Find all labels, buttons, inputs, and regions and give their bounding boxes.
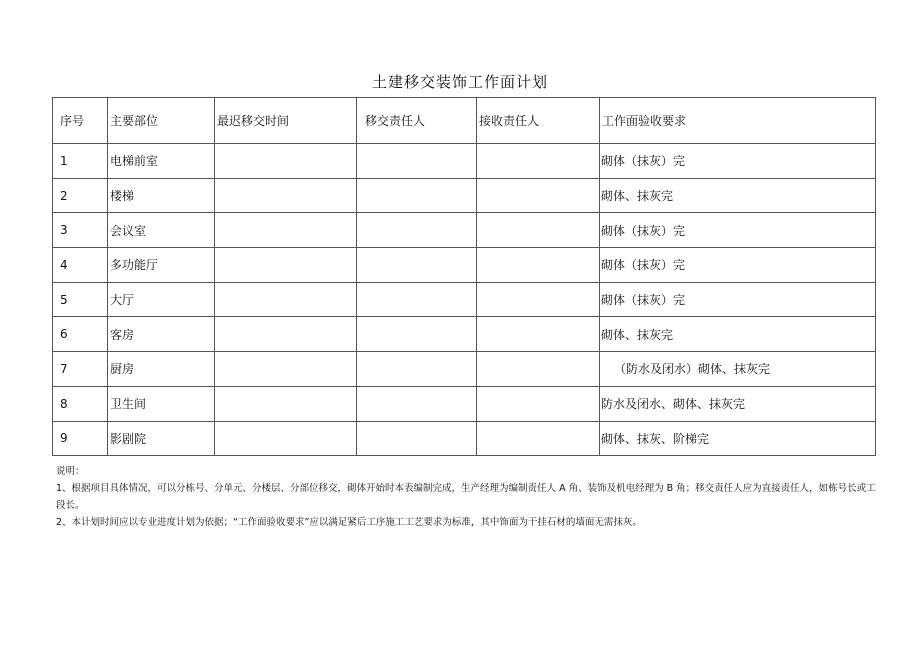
location-cell: 大厅 (108, 282, 215, 317)
handover-plan-table (52, 97, 876, 456)
row-number-cell: 1 (53, 144, 108, 179)
receiver-person-cell (477, 213, 600, 248)
handover-person-cell (357, 213, 477, 248)
location-cell: 楼梯 (108, 178, 215, 213)
table-row (53, 386, 876, 421)
receiver-person-cell (477, 421, 600, 456)
row-number-cell: 7 (53, 352, 108, 387)
table-row (53, 144, 876, 179)
table-row (53, 352, 876, 387)
header-cell-time: 最迟移交时间 (215, 98, 357, 144)
handover-time-cell (215, 178, 357, 213)
handover-person-cell (357, 178, 477, 213)
acceptance-requirement-cell: 砌体（抹灰）完 (600, 282, 876, 317)
row-number-cell: 8 (53, 386, 108, 421)
notes (56, 463, 876, 531)
handover-person-cell (357, 282, 477, 317)
table-row (53, 213, 876, 248)
acceptance-requirement-cell: 砌体、抹灰、阶梯完 (600, 421, 876, 456)
location-cell: 厨房 (108, 352, 215, 387)
handover-time-cell (215, 144, 357, 179)
row-number-cell: 5 (53, 282, 108, 317)
acceptance-requirement-cell: 砌体、抹灰完 (600, 178, 876, 213)
acceptance-requirement-cell: 砌体（抹灰）完 (600, 248, 876, 283)
handover-time-cell (215, 213, 357, 248)
acceptance-requirement-cell: 砌体（抹灰）完 (600, 213, 876, 248)
location-cell: 多功能厅 (108, 248, 215, 283)
receiver-person-cell (477, 282, 600, 317)
handover-time-cell (215, 421, 357, 456)
handover-time-cell (215, 317, 357, 352)
location-cell: 影剧院 (108, 421, 215, 456)
receiver-person-cell (477, 352, 600, 387)
table-row (53, 178, 876, 213)
table-row (53, 421, 876, 456)
note-item: 1、根据项目具体情况，可以分栋号、分单元、分楼层、分部位移交，砌体开始时本表编制完成，生产经理为编制责任人 A 角、装饰及机电经理为 B 角；移交责任人应为直接责任人，如栋号长或工段长。 (56, 483, 876, 511)
table-header-row (53, 98, 876, 144)
row-number-cell: 4 (53, 248, 108, 283)
row-number-cell: 9 (53, 421, 108, 456)
receiver-person-cell (477, 386, 600, 421)
location-cell: 卫生间 (108, 386, 215, 421)
receiver-person-cell (477, 144, 600, 179)
handover-person-cell (357, 248, 477, 283)
note-item: 2、本计划时间应以专业进度计划为依据；“工作面验收要求”应以满足紧后工序施工工艺要求为标准，其中饰面为干挂石材的墙面无需抹灰。 (56, 517, 642, 528)
location-cell: 客房 (108, 317, 215, 352)
handover-person-cell (357, 317, 477, 352)
header-cell-part: 主要部位 (108, 98, 215, 144)
notes-heading: 说明： (56, 466, 85, 477)
receiver-person-cell (477, 178, 600, 213)
handover-person-cell (357, 144, 477, 179)
handover-person-cell (357, 421, 477, 456)
header-cell-handover: 移交责任人 (357, 98, 477, 144)
row-number-cell: 3 (53, 213, 108, 248)
table-row (53, 282, 876, 317)
header-cell-receiver: 接收责任人 (477, 98, 600, 144)
table-row (53, 248, 876, 283)
receiver-person-cell (477, 248, 600, 283)
page-title: 土建移交装饰工作面计划 (371, 73, 548, 91)
handover-person-cell (357, 386, 477, 421)
handover-time-cell (215, 282, 357, 317)
handover-time-cell (215, 248, 357, 283)
row-number-cell: 2 (53, 178, 108, 213)
acceptance-requirement-cell: 砌体（抹灰）完 (600, 144, 876, 179)
handover-person-cell (357, 352, 477, 387)
row-number-cell: 6 (53, 317, 108, 352)
acceptance-requirement-cell: 防水及闭水、砌体、抹灰完 (600, 386, 876, 421)
header-cell-requirement: 工作面验收要求 (600, 98, 876, 144)
acceptance-requirement-cell: 砌体、抹灰完 (600, 317, 876, 352)
receiver-person-cell (477, 317, 600, 352)
acceptance-requirement-cell: （防水及闭水）砌体、抹灰完 (600, 352, 876, 387)
table-row (53, 317, 876, 352)
location-cell: 电梯前室 (108, 144, 215, 179)
handover-time-cell (215, 386, 357, 421)
location-cell: 会议室 (108, 213, 215, 248)
handover-time-cell (215, 352, 357, 387)
header-cell-no: 序号 (53, 98, 108, 144)
